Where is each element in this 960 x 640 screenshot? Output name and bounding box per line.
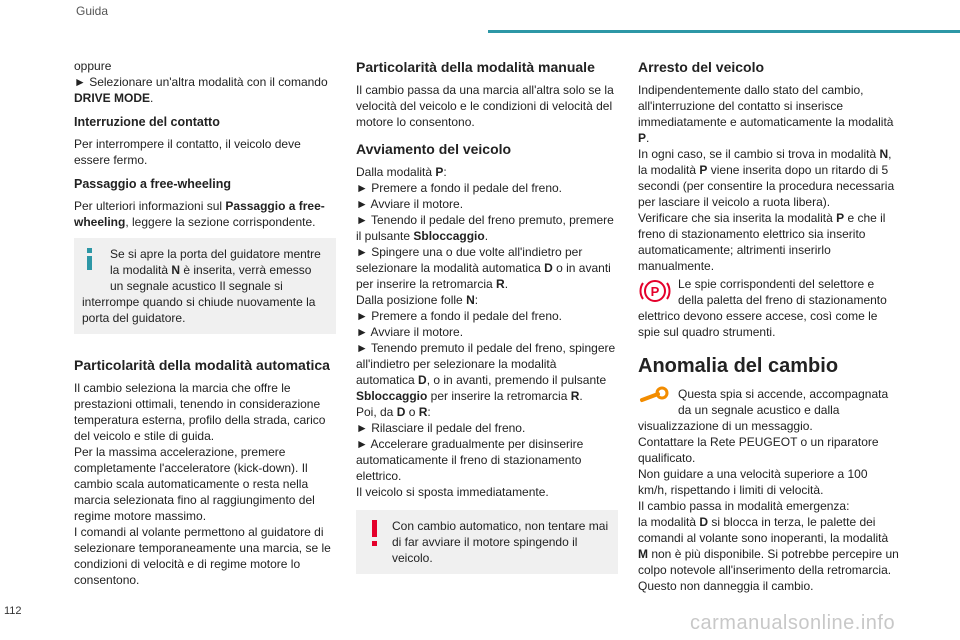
heading-interruzione: Interruzione del contatto [74,115,220,129]
column-right [638,58,900,594]
paragraph-auto-2: Per la massima accelerazione, premere completamente l'acceleratore (kick-down). Il cambio scala automaticamente o resta nella marcia selezionata fino al raggiungimento del regime motore massimo. [74,445,315,523]
paragraph-auto-3: I comandi al volante permettono al guidatore di selezionare temporaneamente una marcia, se le condizioni di velocità e di regime motore lo consentono. [74,525,331,587]
anomalia-text: Questa spia si accende, accompagnata da un segnale acustico e dalla visualizzazione di un messaggio. Contattare la Rete PEUGEOT o un riparatore qualificato. Non guidare a una velocità superiore a 100 km/h, rispettando i limiti di velocità. Il cambio passa in modalità emergenza: la modalità D si blocca in terza, le palette dei comandi al volante sono inoperanti, la modalità M non è più disponibile. Si potrebbe percepire un colpo notevole all'inserimento della retromarcia. Questo non danneggia il cambio. [638,387,899,593]
watermark: carmanualsonline.info [690,612,896,634]
parking-brake-note: P Le spie corrispondenti del selettore e della paletta del freno di stazionamento elettrico devono essere accese, così come le spie sul quadro strumenti. [638,277,887,339]
page-number: 112 [4,605,22,617]
heading-avviamento: Avviamento del veicolo [356,141,512,157]
heading-automatica: Particolarità della modalità automatica [74,357,330,373]
warning-icon [364,518,388,558]
warning-box [356,510,618,574]
info-box [74,238,336,334]
info-icon [82,246,106,286]
heading-arresto: Arresto del veicolo [638,59,765,75]
paragraph-oppure: oppure ► Selezionare un'altra modalità con il comando DRIVE MODE. [74,59,328,105]
header-title: Guida [76,4,109,18]
svg-text:P: P [650,284,660,299]
paragraph-interruzione: Per interrompere il contatto, il veicolo deve essere fermo. [74,137,301,167]
avviamento-steps: Dalla modalità P: ► Premere a fondo il pedale del freno. ► Avviare il motore. ► Tenendo il pedale del freno premuto, premere il pulsante Sbloccaggio. ► Spingere una o due volte all'indietro per selezionare la modalità automatica D o in avanti per inserire la retromarcia R. Dalla posizione folle N: ► Premere a fondo il pedale del freno. ► Avviare il motore. ► Tenendo premuto il pedale del freno, spingere all'indietro per selezionare la modalità automatica D, o in avanti, premendo il pulsante Sbloccaggio per inserire la retromarcia R. Poi, da D o R: ► Rilasciare il pedale del freno. ► Accelerare gradualmente per disinserire automaticamente il freno di stazionamento elettrico. Il veicolo si sposta immediatamente. [356,165,616,499]
header-accent-bar [488,30,960,33]
heading-manuale: Particolarità della modalità manuale [356,59,595,75]
paragraph-auto-1: Il cambio seleziona la marcia che offre le prestazioni ottimali, tenendo in considerazione temperatura esterna, profilo della strada, carico del veicolo e stile di guida. [74,381,326,443]
heading-anomalia: Anomalia del cambio [638,355,839,377]
arresto-text: Indipendentemente dallo stato del cambio, all'interruzione del contatto si inserisce immediatamente e automaticamente la modalità P. In ogni caso, se il cambio si trova in modalità N, la modalità P viene inserita dopo un ritardo di 5 secondi (per consentire la procedura necessaria per lasciare il veicolo a ruota libera). Verificare che sia inserita la modalità P e che il freno di stazionamento elettrico sia inserito automaticamente; altrimenti inserirlo manualmente. [638,83,895,273]
paragraph-manuale: Il cambio passa da una marcia all'altra solo se la velocità del veicolo e le condizioni di velocità del motore lo consentono. [356,83,614,129]
column-middle [356,58,618,596]
warning-text: Con cambio automatico, non tentare mai di far avviare il motore spingendo il veicolo. [392,519,609,565]
column-left [74,58,336,588]
wrench-warning-icon [638,386,672,414]
parking-brake-warning-icon [638,276,672,308]
paragraph-freewheeling: Per ulteriori informazioni sul Passaggio a free-wheeling, leggere la sezione corrispondente. [74,199,325,229]
heading-freewheeling: Passaggio a free-wheeling [74,177,231,191]
info-text: Se si apre la porta del guidatore mentre la modalità N è inserita, verrà emesso un segnale acustico Il segnale si interrompe quando si chiude nuovamente la porta del guidatore. [82,247,321,325]
